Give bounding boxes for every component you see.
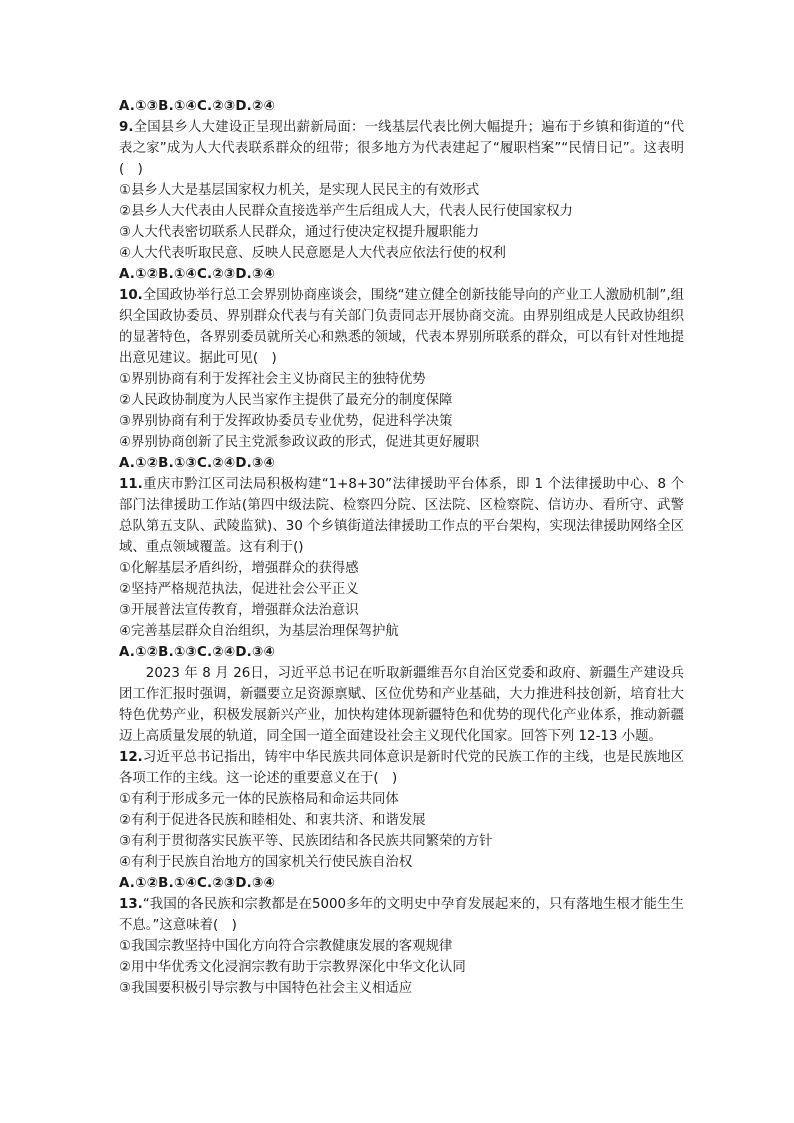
q13-option-3: ③我国要积极引导宗教与中国特色社会主义相适应 [119,981,413,996]
reading-material: 2023 年 8 月 26日，习近平总书记在听取新疆维吾尔自治区党委和政府、新疆生产建设兵团工作汇报时强调，新疆要立足资源禀赋、区位优势和产业基础，大力推进科技创新，培育壮大特色优势产业，积极发展新兴产业，加快构建体现新疆特色和优势的现代化产业体系，推动新疆迈上高质量发展的轨道，同全国一道全面建设社会主义现代化国家。回答下列 12-13 小题。 [119,666,684,744]
question-12-stem [119,747,684,789]
q13-option-1: ①我国宗教坚持中国化方向符合宗教健康发展的客观规律 [119,939,453,954]
q9-option-4: ④人大代表听取民意、反映人民意愿是人大代表应依法行使的权利 [119,246,506,261]
question-number: 13. [119,897,143,912]
answer-choices-q8: A.①③B.①④C.②③D.②④ [119,99,276,114]
question-text: 重庆市黔江区司法局积极构建“1+8+30”法律援助平台体系，即 1 个法律援助中心、8 个部门法律援助工作站(第四中级法院、检察四分院、区法院、区检察院、信访办、看所守、武警总队第五支队、武陵监狱)、30 个乡镇街道法律援助工作点的平台架构，实现法律援助网络全区域、重点领域覆盖。这有利于() [119,477,684,555]
question-13-stem [119,894,684,936]
q10-option-2: ②人民政协制度为人民当家作主提供了最充分的制度保障 [119,393,453,408]
q12-option-3: ③有利于贯彻落实民族平等、民族团结和各民族共同繁荣的方针 [119,834,493,849]
question-number: 10. [119,288,143,303]
answer-choices-q10: A.①②B.①③C.②④D.③④ [119,456,276,471]
question-10-stem [119,285,684,369]
question-9-stem [119,117,684,180]
q10-option-3: ③界别协商有利于发挥政协委员专业优势，促进科学决策 [119,414,453,429]
question-text: “我国的各民族和宗教都是在5000多年的文明史中孕育发展起来的，只有落地生根才能生生不息。”这意味着( ) [119,897,684,933]
q9-option-2: ②县乡人大代表由人民群众直接选举产生后组成人大，代表人民行使国家权力 [119,204,573,219]
q11-option-3: ③开展普法宣传教育，增强群众法治意识 [119,603,359,618]
q12-option-4: ④有利于民族自治地方的国家机关行使民族自治权 [119,855,413,870]
q11-option-1: ①化解基层矛盾纠纷，增强群众的获得感 [119,561,359,576]
q13-option-2: ②用中华优秀文化浸润宗教有助于宗教界深化中华文化认同 [119,960,466,975]
exam-page [119,96,684,999]
question-number: 9. [119,120,134,135]
answer-choices-q9: A.①②B.①④C.②③D.③④ [119,267,276,282]
q12-option-1: ①有利于形成多元一体的民族格局和命运共同体 [119,792,399,807]
q12-option-2: ②有利于促进各民族和睦相处、和衷共济、和谐发展 [119,813,426,828]
question-text: 全国县乡人大建设正呈现出薪新局面：一线基层代表比例大幅提升；遍布于乡镇和街道的“代表之家”成为人大代表联系群众的纽带；很多地方为代表建起了“履职档案”“民情日记”。这表明( ) [119,120,684,177]
q9-option-3: ③人大代表密切联系人民群众，通过行使决定权提升履职能力 [119,225,480,240]
q11-option-4: ④完善基层群众自治组织，为基层治理保驾护航 [119,624,399,639]
question-number: 11. [119,477,143,492]
question-number: 12. [119,750,143,765]
answer-choices-q11: A.①②B.①③C.②④D.③④ [119,645,276,660]
q10-option-1: ①界别协商有利于发挥社会主义协商民主的独特优势 [119,372,426,387]
q10-option-4: ④界别协商创新了民主党派参政议政的形式，促进其更好履职 [119,435,480,450]
q11-option-2: ②坚持严格规范执法，促进社会公平正义 [119,582,359,597]
question-text: 全国政协举行总工会界别协商座谈会，围绕“建立健全创新技能导向的产业工人激励机制”,组织全国政协委员、界别群众代表与有关部门负责同志开展协商交流。由界别组成是人民政协组织的显著特色，各界别委员就所关心和熟悉的领域，代表本界别所联系的群众，可以有针对性地提出意见建议。据此可见( ) [119,288,684,366]
answer-choices-q12: A.①②B.①④C.②③D.③④ [119,876,276,891]
question-11-stem [119,474,684,558]
question-text: 习近平总书记指出，铸牢中华民族共同体意识是新时代党的民族工作的主线，也是民族地区各项工作的主线。这一论述的重要意义在于( ) [119,750,684,786]
q9-option-1: ①县乡人大是基层国家权力机关，是实现人民民主的有效形式 [119,183,480,198]
